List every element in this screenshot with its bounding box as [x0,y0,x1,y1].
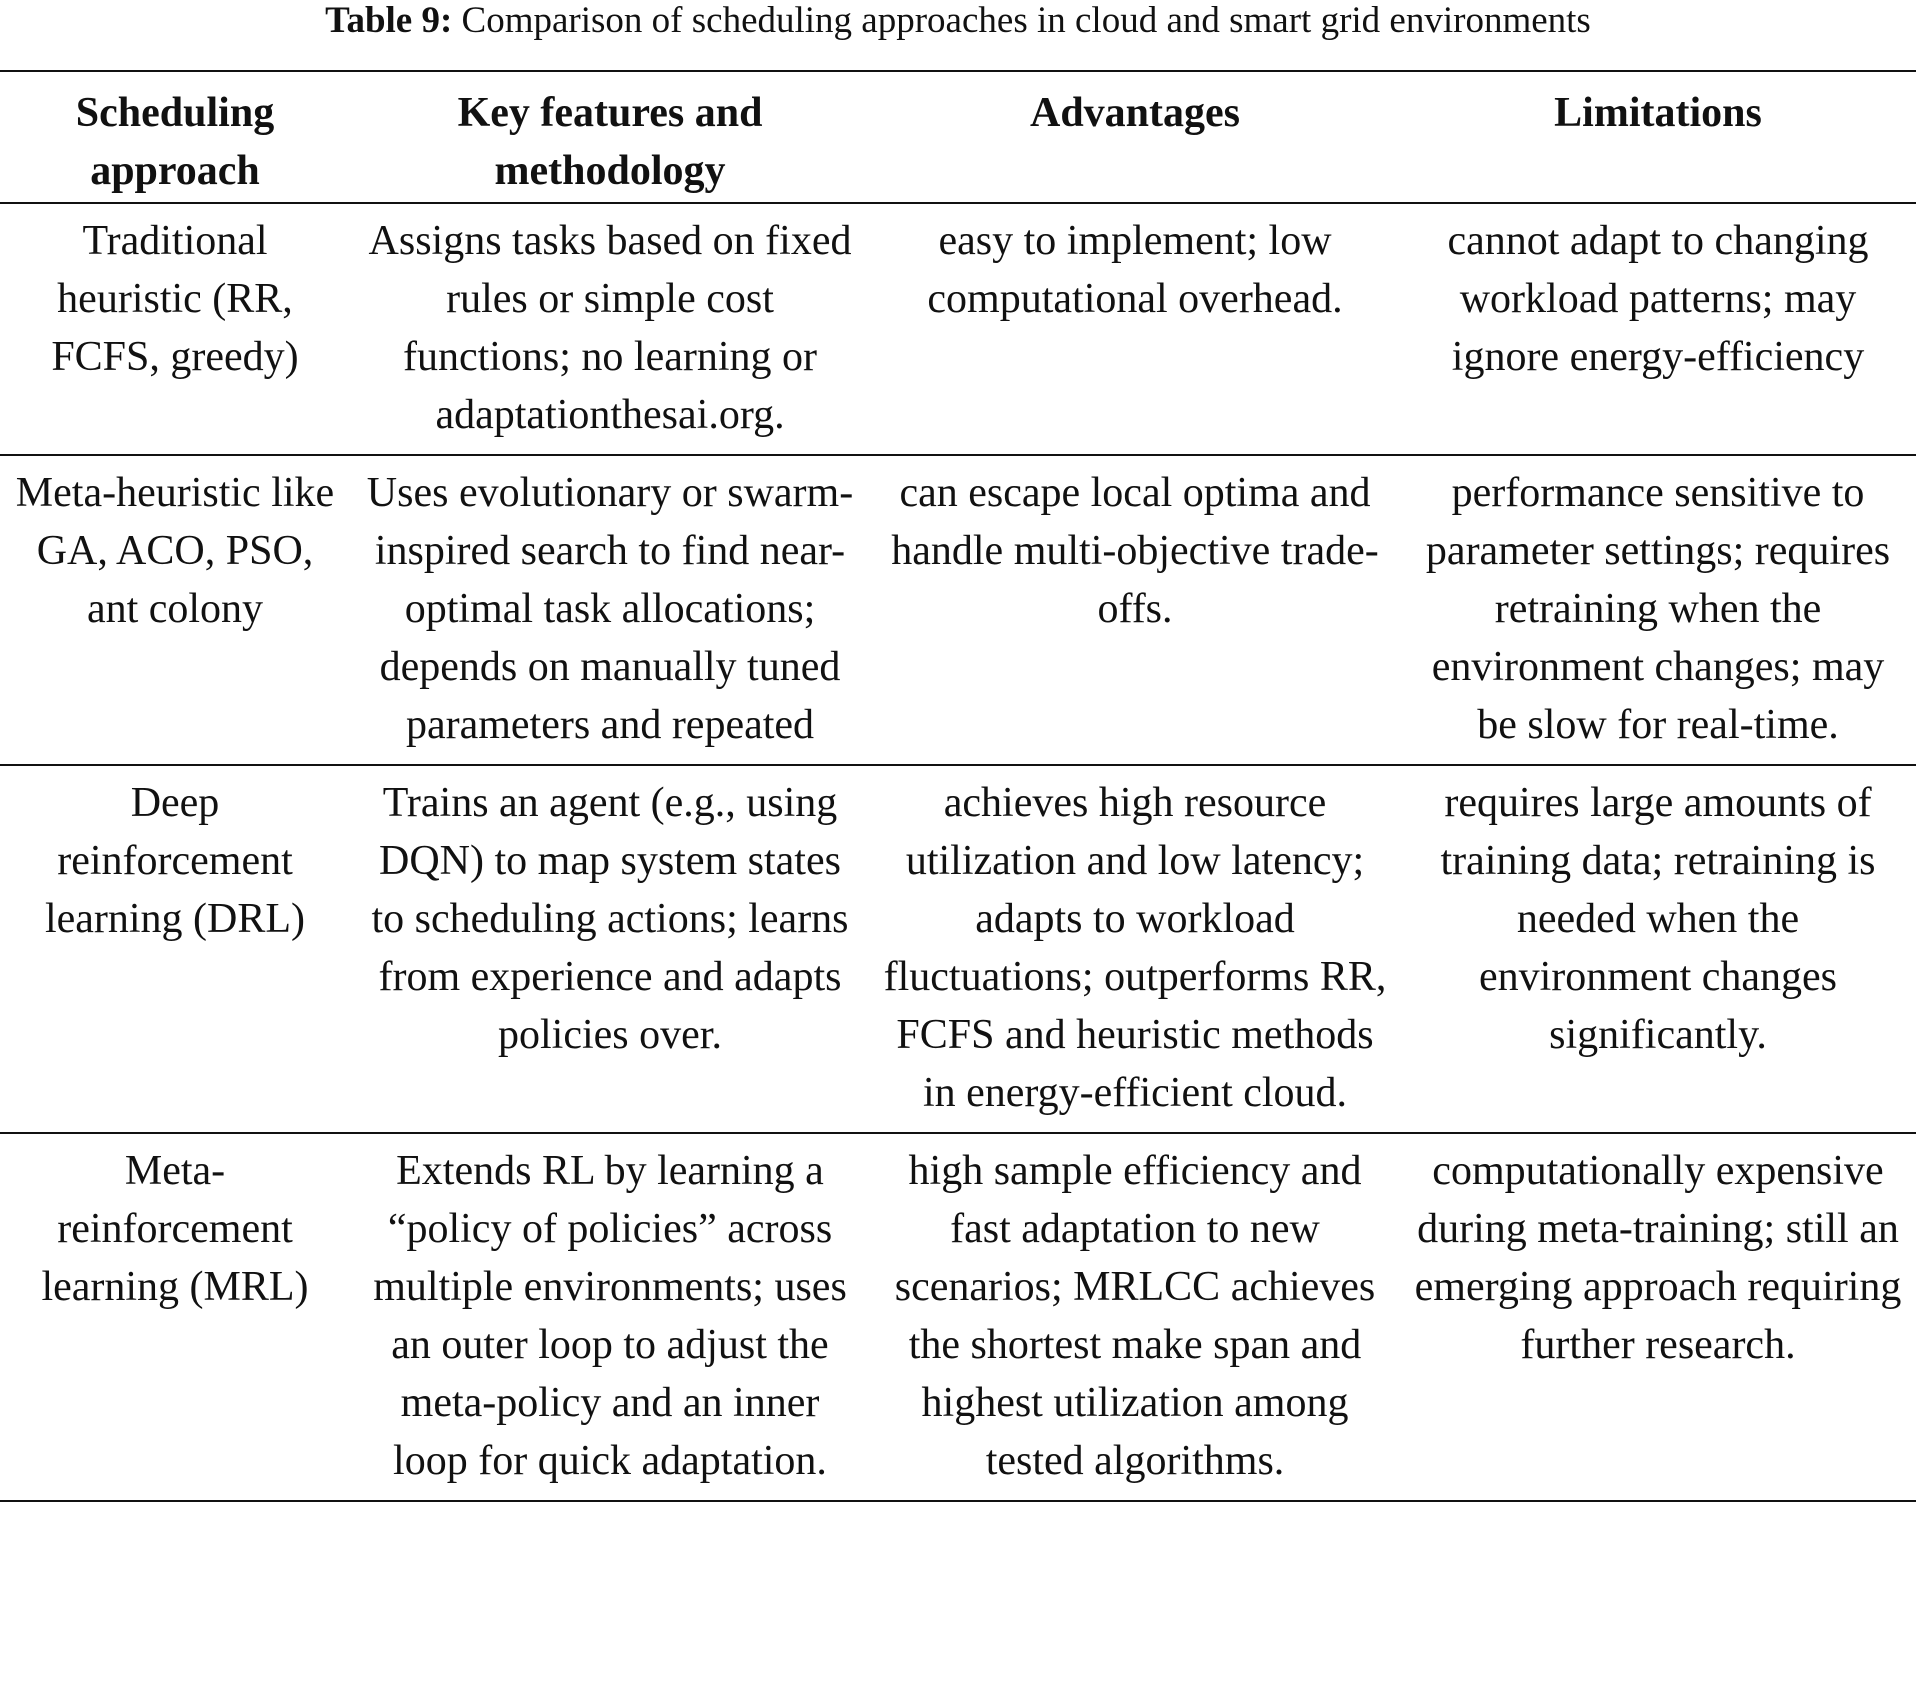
table-row [0,203,1916,455]
cell-approach: Deep reinforcement learning (DRL) [0,765,350,1133]
cell-features: Trains an agent (e.g., using DQN) to map system states to scheduling actions; learns from experience and adapts policies over. [350,765,870,1133]
cell-limitations: requires large amounts of training data; retraining is needed when the environment changes significantly. [1400,765,1916,1133]
header-limitations: Limitations [1400,71,1916,203]
cell-advantages: high sample efficiency and fast adaptation to new scenarios; MRLCC achieves the shortest make span and highest utilization among tested algorithms. [894,1148,1376,1484]
cell-features: Extends RL by learning a “policy of policies” across multiple environments; uses an outer loop to adjust the meta-policy and an inner loop for quick adaptation. [373,1148,847,1484]
table-row [0,1133,1916,1501]
cell-advantages: can escape local optima and handle multi-objective trade-offs. [870,455,1400,765]
cell-advantages: easy to implement; low computational overhead. [870,203,1400,455]
cell-approach: Traditional heuristic (RR, FCFS, greedy) [0,203,350,455]
cell-limitations: computationally expensive during meta-training; still an emerging approach requiring further research. [1414,1148,1902,1368]
cell-features: Assigns tasks based on fixed rules or simple cost functions; no learning or adaptationthesai.org. [350,203,870,455]
cell-limitations: performance sensitive to parameter settings; requires retraining when the environment changes; may be slow for real-time. [1400,455,1916,765]
cell-advantages: achieves high resource utilization and low latency; adapts to workload fluctuations; outperforms RR, FCFS and heuristic methods in energy-efficient cloud. [870,765,1400,1133]
header-scheduling-approach: Scheduling approach [0,71,350,203]
table-caption [0,0,1916,42]
comparison-table [0,70,1916,1502]
header-advantages: Advantages [870,71,1400,203]
cell-limitations: cannot adapt to changing workload patterns; may ignore energy-efficiency [1400,203,1916,455]
table-label: Table 9: [325,0,453,41]
table-row [0,455,1916,765]
header-key-features: Key features and methodology [350,71,870,203]
table-row [0,765,1916,1133]
cell-approach: Meta-heuristic like GA, ACO, PSO, ant colony [0,455,350,765]
cell-approach: Meta-reinforcement learning (MRL) [41,1148,309,1310]
header-row [0,71,1916,203]
cell-features: Uses evolutionary or swarm-inspired search to find near-optimal task allocations; depends on manually tuned parameters and repeated [350,455,870,765]
table-title: Comparison of scheduling approaches in cloud and smart grid environments [452,0,1591,41]
